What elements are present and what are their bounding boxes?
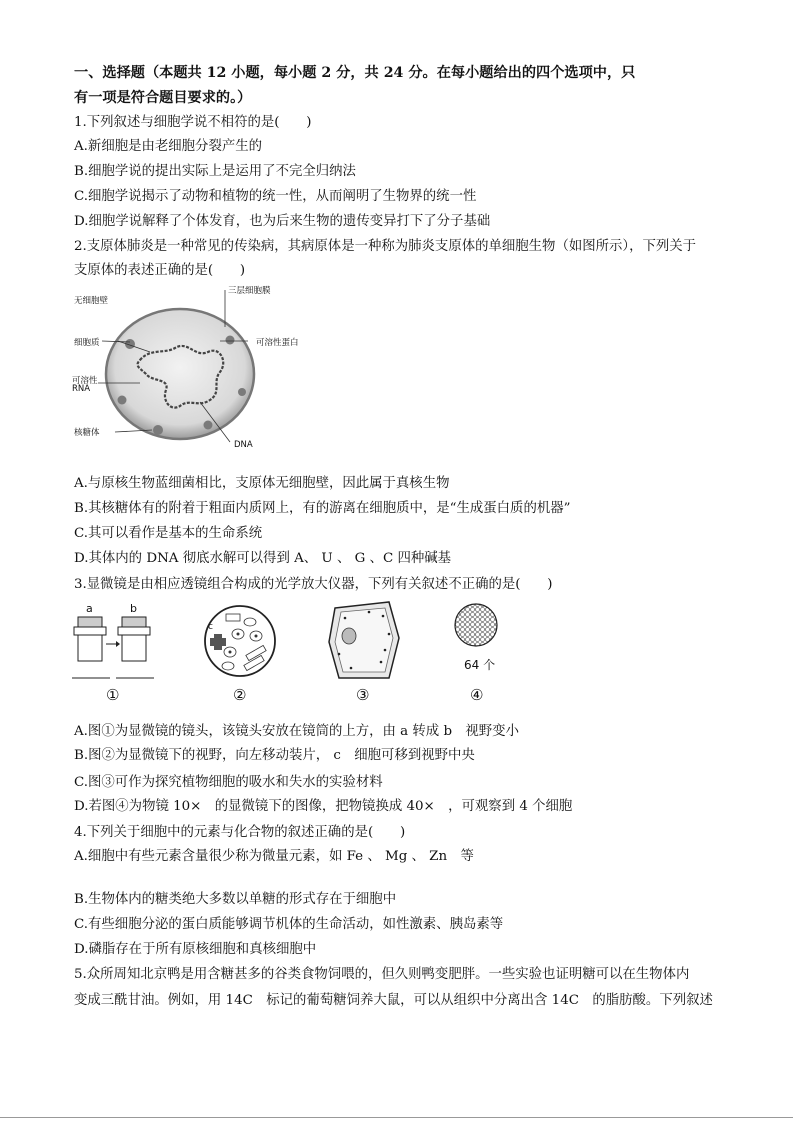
- label-soluble-protein: 可溶性蛋白: [256, 338, 299, 348]
- cell-membrane: [106, 309, 254, 439]
- q3-option-a: A.图①为显微镜的镜头，该镜头安放在镜筒的上方，由 a 转成 b 视野变小: [74, 724, 519, 739]
- label-three-layer-membrane: 三层细胞膜: [228, 286, 271, 296]
- mycoplasma-diagram: [70, 282, 320, 452]
- figure-4-cells: [450, 602, 510, 706]
- section-title-line2: 有一项是符合题目要求的。）: [74, 90, 252, 106]
- figure-2-field: [200, 602, 280, 706]
- q1-option-a: A.新细胞是由老细胞分裂产生的: [74, 139, 263, 154]
- q1-stem: 1.下列叙述与细胞学说不相符的是( ): [74, 115, 312, 130]
- q4-option-a: A.细胞中有些元素含量很少称为微量元素，如 Fe 、 Mg 、 Zn 等: [74, 849, 474, 864]
- microscope-field: [200, 602, 280, 680]
- q1-option-d: D.细胞学说解释了个体发育，也为后来生物的遗传变异打下了分子基础: [74, 214, 491, 229]
- lens-b-label: b: [130, 602, 137, 615]
- q2-stem-line2: 支原体的表述正确的是( ): [74, 263, 246, 278]
- label-soluble-rna-2: RNA: [72, 384, 91, 394]
- ribosome: [226, 336, 235, 345]
- ribosome: [238, 388, 246, 396]
- q2-option-a: A.与原核生物蓝细菌相比，支原体无细胞壁，因此属于真核生物: [74, 476, 450, 491]
- label-ribosome: 核糖体: [74, 428, 100, 438]
- ribosome: [118, 396, 127, 405]
- label-no-cell-wall: 无细胞壁: [74, 296, 109, 306]
- plant-cell-diagram: [325, 598, 405, 682]
- q3-option-d: D.若图④为物镜 10× 的显微镜下的图像，把物镜换成 40× ，可观察到 4 个细胞: [74, 799, 573, 814]
- figure-2-caption: ②: [233, 686, 247, 704]
- q5-stem-line2: 变成三酰甘油。例如，用 14C 标记的葡萄糖饲养大鼠，可以从组织中分离出含 14C 的脂肪酸。下列叙述: [74, 993, 713, 1008]
- label-soluble-rna-1: 可溶性: [72, 376, 98, 386]
- q2-option-b: B.其核糖体有的附着于粗面内质网上，有的游离在细胞质中，是“生成蛋白质的机器”: [74, 501, 571, 516]
- label-dna: DNA: [234, 440, 253, 450]
- q2-stem-line1: 2.支原体肺炎是一种常见的传染病，其病原体是一种称为肺炎支原体的单细胞生物（如图所示），下列关于: [74, 239, 697, 254]
- q2-option-d: D.其体内的 DNA 彻底水解可以得到 A、 U 、 G 、C 四种碱基: [74, 551, 452, 566]
- q1-option-b: B.细胞学说的提出实际上是运用了不完全归纳法: [74, 164, 356, 179]
- q4-stem: 4.下列关于细胞中的元素与化合物的叙述正确的是( ): [74, 825, 406, 840]
- q4-option-d: D.磷脂存在于所有原核细胞和真核细胞中: [74, 942, 317, 957]
- lens-diagram: [70, 602, 170, 682]
- q3-option-c: C.图③可作为探究植物细胞的吸水和失水的实验材料: [74, 775, 383, 790]
- mycoplasma-figure: [70, 282, 320, 452]
- q1-option-c: C.细胞学说揭示了动物和植物的统一性，从而阐明了生物界的统一性: [74, 189, 477, 204]
- q2-option-c: C.其可以看作是基本的生命系统: [74, 526, 263, 541]
- figure-1-caption: ①: [106, 686, 120, 704]
- q3-option-b: B.图②为显微镜下的视野，向左移动装片， c 细胞可移到视野中央: [74, 748, 475, 763]
- cell-count-label: 64 个: [464, 658, 496, 672]
- lens-a-label: a: [86, 602, 93, 615]
- ribosome: [204, 421, 213, 430]
- figure-4-caption: ④: [470, 686, 484, 704]
- q4-option-b: B.生物体内的糖类绝大多数以单糖的形式存在于细胞中: [74, 892, 397, 907]
- figure-1-lenses: [70, 602, 170, 706]
- q3-stem: 3.显微镜是由相应透镜组合构成的光学放大仪器，下列有关叙述不正确的是( ): [74, 577, 553, 592]
- cell-cluster: [450, 602, 510, 648]
- label-cytoplasm: 细胞质: [74, 338, 100, 348]
- figure-3-plant-cell: [325, 598, 405, 706]
- q5-stem-line1: 5.众所周知北京鸭是用含糖甚多的谷类食物饲喂的，但久则鸭变肥胖。一些实验也证明糖可以在生物体内: [74, 967, 690, 982]
- section-title-line1: 一、选择题（本题共 12 小题，每小题 2 分，共 24 分。在每小题给出的四个选项中，只: [74, 65, 636, 81]
- cell-c-label: c: [208, 622, 213, 632]
- page-bottom-rule: [0, 1117, 793, 1118]
- q4-option-c: C.有些细胞分泌的蛋白质能够调节机体的生命活动，如性激素、胰岛素等: [74, 917, 504, 932]
- figure-3-caption: ③: [356, 686, 370, 704]
- ribosome: [153, 425, 163, 435]
